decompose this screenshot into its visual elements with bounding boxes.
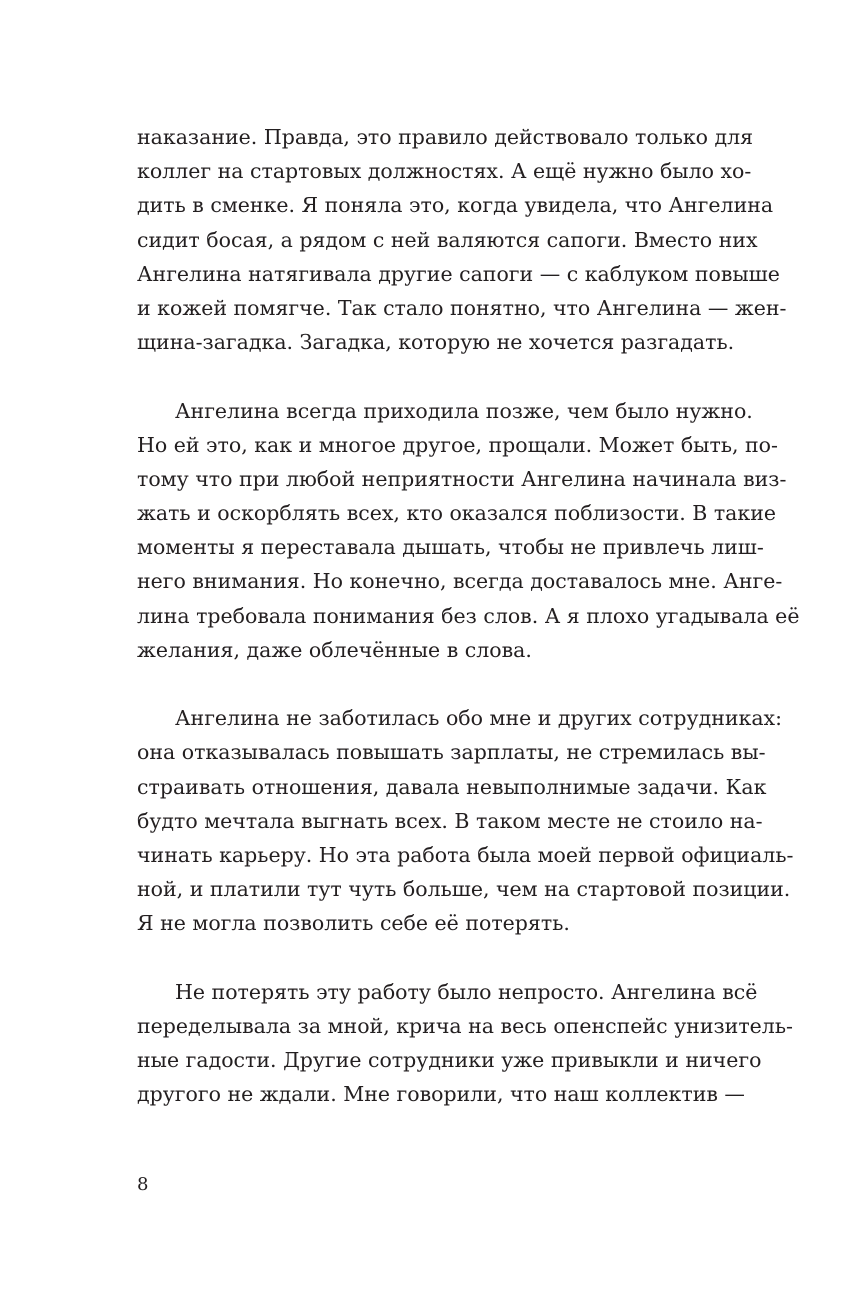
text-line: ные гадости. Другие сотрудники уже привыкли и ничего <box>137 1048 762 1073</box>
text-line: Не потерять эту работу было непросто. Ангелина всё <box>175 979 758 1004</box>
text-line: Ангелина всегда приходила позже, чем было нужно. <box>175 398 753 423</box>
text-line: Но ей это, как и многое другое, прощали. Может быть, по- <box>137 432 778 457</box>
text-line: наказание. Правда, это правило действовало только для <box>137 125 754 149</box>
paragraph-3 <box>137 701 794 940</box>
text-line: лина требовала понимания без слов. А я плохо угадывала её <box>137 603 800 628</box>
text-line: тому что при любой неприятности Ангелина начинала виз- <box>137 466 787 491</box>
text-line: ной, и платили тут чуть больше, чем на стартовой позиции. <box>137 877 791 902</box>
text-line: моменты я переставала дышать, чтобы не привлечь лиш- <box>137 535 764 560</box>
paragraph-gap <box>137 667 727 701</box>
text-line: Ангелина натягивала другие сапоги — с каблуком повыше <box>137 261 780 286</box>
text-line: другого не ждали. Мне говорили, что наш коллектив — <box>137 1082 745 1107</box>
text-line: чинать карьеру. Но эта работа была моей первой официаль- <box>137 842 794 867</box>
page-number: 8 <box>137 1174 149 1195</box>
text-line: Ангелина не заботилась обо мне и других сотрудниках: <box>175 706 783 731</box>
text-line: щина-загадка. Загадка, которую не хочется разгадать. <box>137 330 735 355</box>
text-line: и кожей помягче. Так стало понятно, что Ангелина — жен- <box>137 295 787 320</box>
text-line: переделывала за мной, крича на весь опенспейс унизитель- <box>137 1013 793 1038</box>
text-line: сидит босая, а рядом с ней валяются сапоги. Вместо них <box>137 227 758 252</box>
text-line: будто мечтала выгнать всех. В таком месте не стоило на- <box>137 808 763 833</box>
paragraph-gap <box>137 941 727 975</box>
paragraph-1 <box>137 120 787 359</box>
text-line: она отказывалась повышать зарплаты, не стремилась вы- <box>137 740 766 765</box>
text-line: коллег на стартовых должностях. А ещё нужно было хо- <box>137 159 752 184</box>
text-line: страивать отношения, давала невыполнимые задачи. Как <box>137 774 767 799</box>
text-line: Я не могла позволить себе её потерять. <box>137 911 570 936</box>
text-line: него внимания. Но конечно, всегда доставалось мне. Анге- <box>137 569 783 594</box>
text-line: желания, даже облечённые в слова. <box>137 637 532 662</box>
text-line: дить в сменке. Я поняла это, когда увидела, что Ангелина <box>137 193 774 218</box>
body-text <box>137 120 800 1111</box>
text-line: жать и оскорблять всех, кто оказался поблизости. В такие <box>137 501 777 526</box>
paragraph-2 <box>137 394 800 668</box>
paragraph-gap <box>137 359 727 393</box>
paragraph-4 <box>137 975 793 1112</box>
